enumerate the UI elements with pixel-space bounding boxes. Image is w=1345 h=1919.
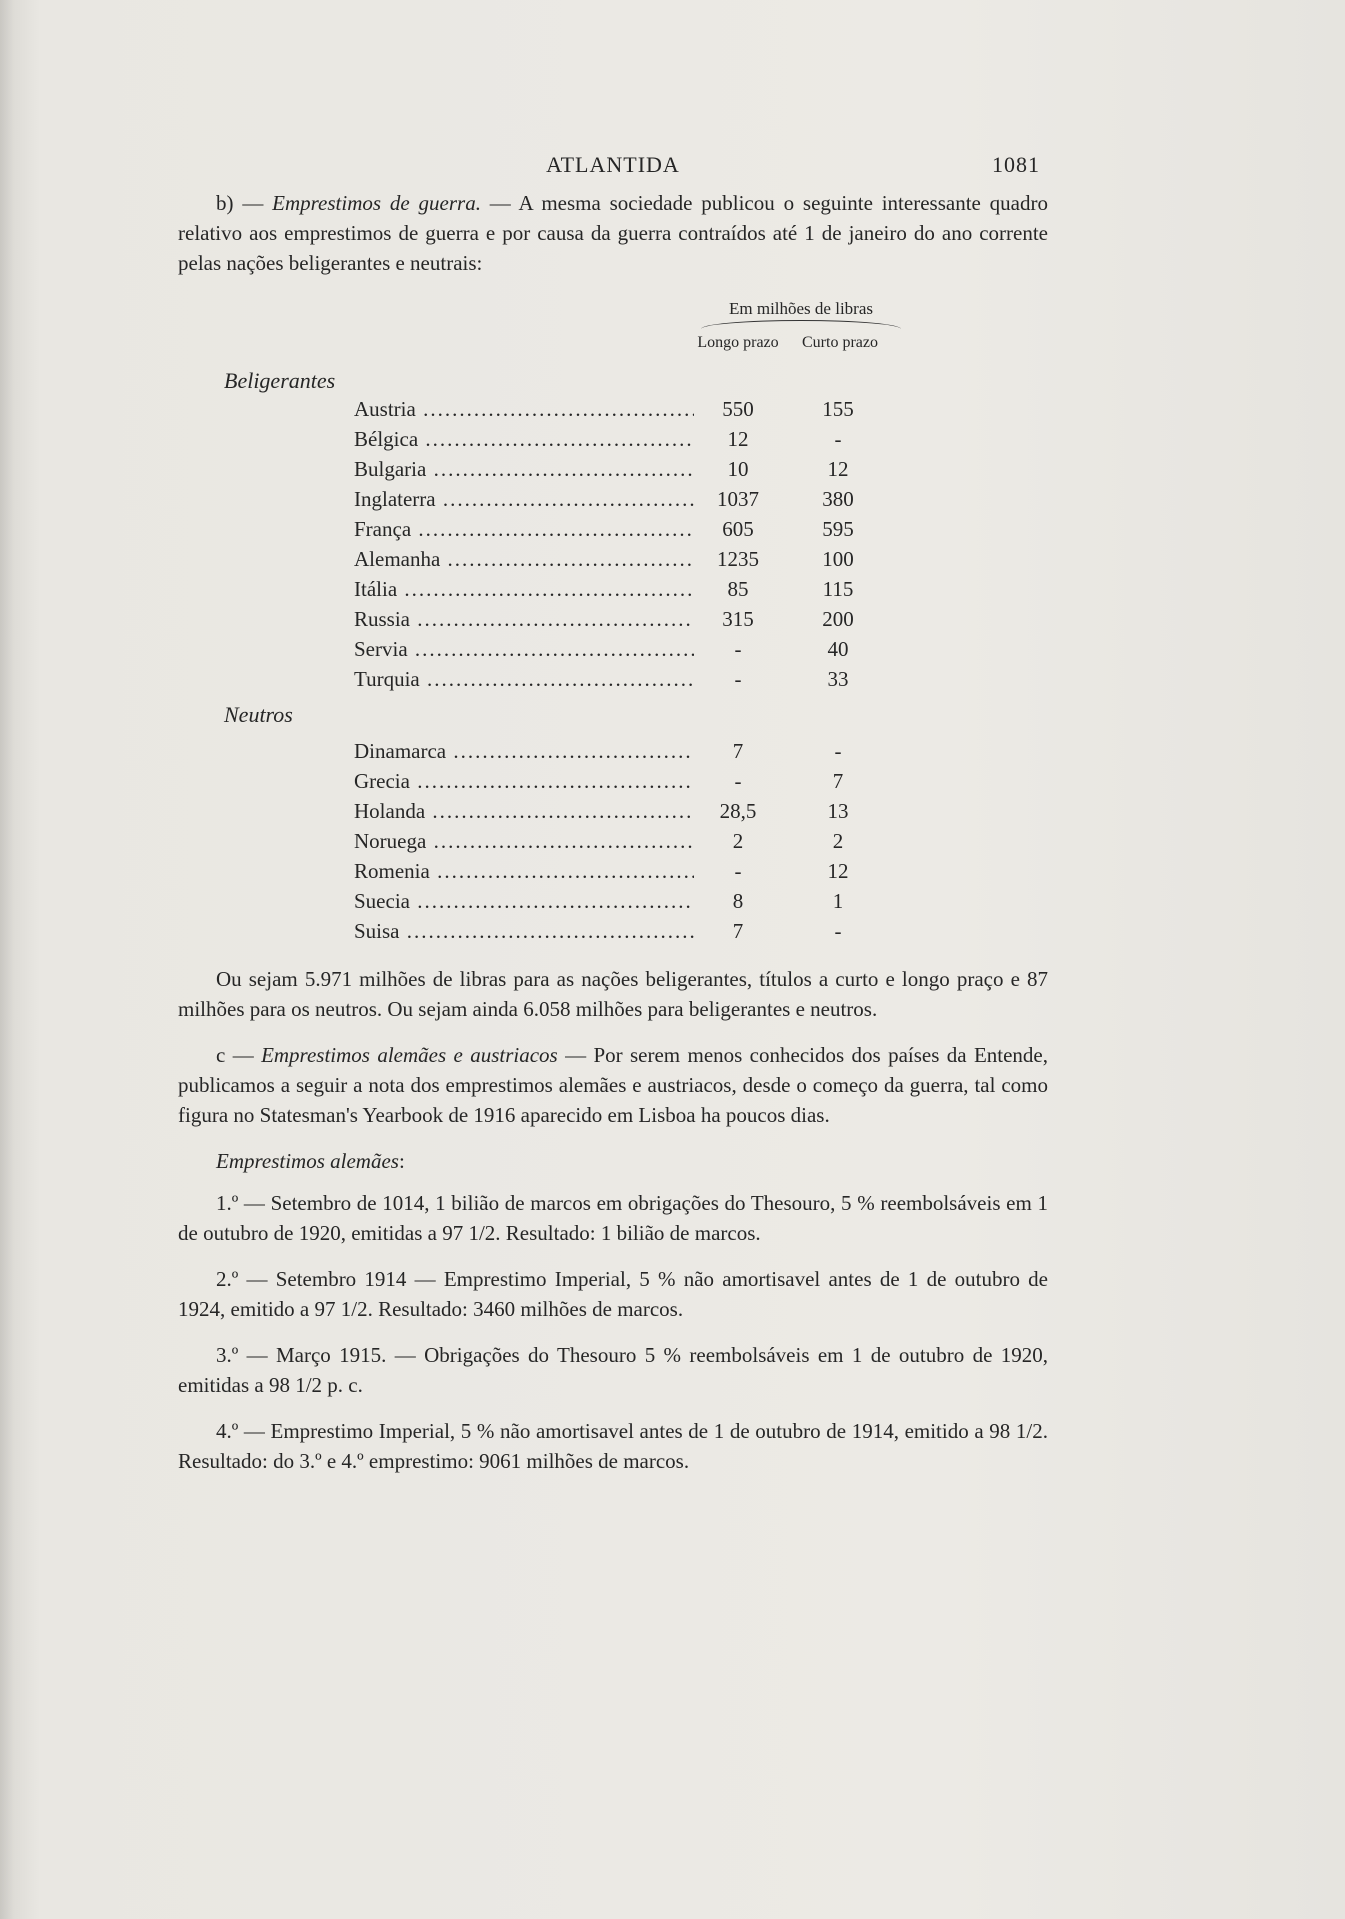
section-c-paragraph	[178, 1040, 1048, 1130]
curto-value: 380	[822, 487, 854, 511]
longo-value: -	[734, 637, 742, 661]
page-number: 1081	[992, 152, 1040, 177]
table-row	[178, 916, 1048, 946]
curto-value: 13	[827, 799, 849, 823]
curto-value: -	[834, 919, 842, 943]
section-c-title: Emprestimos alemães e austriacos	[261, 1043, 558, 1067]
beligerantes-rows	[178, 394, 1048, 694]
curto-value: 100	[822, 547, 854, 571]
longo-value: 8	[732, 889, 744, 913]
curto-value: 1	[832, 889, 844, 913]
country-name: Russia .....	[354, 604, 694, 634]
list-item: 2.º — Setembro 1914 — Emprestimo Imperial, 5 % não amortisavel antes de 1 de outubro de 1924, emitido a 97 1/2. Resultado: 3460 milhões de marcos.	[178, 1267, 1048, 1321]
country-name: Noruega .....	[354, 826, 694, 856]
running-header	[178, 148, 1048, 188]
longo-value: 7	[732, 919, 744, 943]
longo-value: 7	[732, 739, 744, 763]
summary-paragraph: Ou sejam 5.971 milhões de libras para as nações beligerantes, títulos a curto e longo praço e 87 milhões para os neutros. Ou sejam ainda 6.058 milhões para beligerantes e neutros.	[178, 967, 1048, 1021]
longo-value: 28,5	[719, 799, 757, 823]
table-row	[178, 634, 1048, 664]
curto-value: 595	[822, 517, 854, 541]
loans-table-header	[178, 294, 1048, 394]
longo-value: 1235	[717, 547, 759, 571]
curto-value: -	[834, 427, 842, 451]
section-c-text: — Por serem menos conhecidos dos países da Entende, publicamos a seguir a nota dos emprestimos alemães e austriacos, desde o começo da guerra, tal como figura no Statesman's Yearbook de 1916 aparecido em Lisboa ha poucos dias.	[178, 1043, 1048, 1127]
longo-value: 1037	[717, 487, 759, 511]
table-row	[178, 484, 1048, 514]
country-name: Servia .....	[354, 634, 694, 664]
longo-value: 10	[727, 457, 749, 481]
table-row	[178, 664, 1048, 694]
curto-value: 115	[822, 577, 854, 601]
table-row	[178, 826, 1048, 856]
longo-value: 12	[727, 427, 749, 451]
country-name: Suisa .....	[354, 916, 694, 946]
curto-value: 12	[827, 859, 849, 883]
table-row	[178, 514, 1048, 544]
table-row	[178, 796, 1048, 826]
table-row	[178, 604, 1048, 634]
section-b-text: — A mesma sociedade publicou o seguinte interessante quadro relativo aos emprestimos de guerra e por causa da guerra contraídos até 1 de janeiro do ano corrente pelas nações beligerantes e neutrais:	[178, 191, 1048, 275]
longo-value: 315	[722, 607, 754, 631]
table-row	[178, 454, 1048, 484]
longo-value: 85	[727, 577, 749, 601]
country-name: Dinamarca .....	[354, 736, 694, 766]
list-item: 4.º — Emprestimo Imperial, 5 % não amortisavel antes de 1 de outubro de 1914, emitido a 98 1/2. Resultado: do 3.º e 4.º emprestimo: 9061 milhões de marcos.	[178, 1419, 1048, 1473]
country-name: Suecia .....	[354, 886, 694, 916]
curto-value: -	[834, 739, 842, 763]
section-c-label: c —	[216, 1043, 262, 1067]
curto-value: 33	[827, 667, 849, 691]
section-b-title: Emprestimos de guerra.	[272, 191, 481, 215]
curto-value: 7	[832, 769, 844, 793]
group-heading-neutros: Neutros	[224, 702, 293, 727]
subheading	[216, 1146, 1048, 1176]
longo-value: 605	[722, 517, 754, 541]
subheading-title: Emprestimos alemães	[216, 1149, 399, 1173]
page-content	[178, 148, 1048, 1492]
subheading-colon: :	[398, 1149, 405, 1173]
neutros-rows	[178, 736, 1048, 946]
country-name: Inglaterra .....	[354, 484, 694, 514]
country-name: Itália .....	[354, 574, 694, 604]
country-name: Turquia .....	[354, 664, 694, 694]
column-header-longo: Longo prazo	[697, 334, 779, 351]
country-name: Austria .....	[354, 394, 694, 424]
neutros-group	[178, 694, 1048, 736]
table-unit: Em milhões de libras	[728, 299, 873, 318]
list-item: 3.º — Março 1915. — Obrigações do Thesouro 5 % reembolsáveis em 1 de outubro de 1920, emitidas a 98 1/2 p. c.	[178, 1343, 1048, 1397]
column-header-curto: Curto prazo	[802, 334, 878, 351]
longo-value: -	[734, 859, 742, 883]
table-row	[178, 856, 1048, 886]
curto-value: 155	[822, 397, 854, 421]
table-row	[178, 886, 1048, 916]
curto-value: 200	[822, 607, 854, 631]
table-row	[178, 424, 1048, 454]
table-row	[178, 736, 1048, 766]
longo-value: -	[734, 667, 742, 691]
group-heading-beligerantes: Beligerantes	[224, 368, 336, 393]
curto-value: 40	[827, 637, 849, 661]
section-b-paragraph	[178, 188, 1048, 278]
country-name: Romenia .....	[354, 856, 694, 886]
longo-value: -	[734, 769, 742, 793]
country-name: Bulgaria .....	[354, 454, 694, 484]
country-name: Holanda .....	[354, 796, 694, 826]
country-name: França .....	[354, 514, 694, 544]
table-row	[178, 766, 1048, 796]
country-name: Bélgica .....	[354, 424, 694, 454]
section-b-label: b) —	[216, 191, 273, 215]
table-row	[178, 574, 1048, 604]
curto-value: 2	[832, 829, 844, 853]
table-row	[178, 544, 1048, 574]
country-name: Grecia .....	[354, 766, 694, 796]
list-item: 1.º — Setembro de 1014, 1 bilião de marcos em obrigações do Thesouro, 5 % reembolsáveis em 1 de outubro de 1920, emitidas a 97 1/2. Resultado: 1 bilião de marcos.	[178, 1191, 1048, 1245]
curto-value: 12	[827, 457, 849, 481]
longo-value: 550	[722, 397, 754, 421]
country-name: Alemanha .....	[354, 544, 694, 574]
journal-title: ATLANTIDA	[546, 152, 680, 177]
table-row	[178, 394, 1048, 424]
longo-value: 2	[732, 829, 744, 853]
